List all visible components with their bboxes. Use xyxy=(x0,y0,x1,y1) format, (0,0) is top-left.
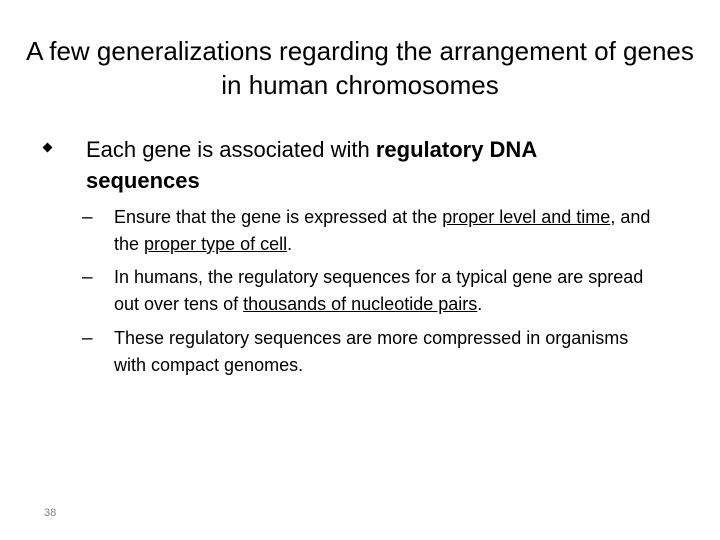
sub-bullet-2-text-part: In humans, the regulatory sequences for a typical gene are spread out over tens of xyxy=(114,267,644,314)
sub-bullet-1-underlined-2: proper type of cell xyxy=(144,234,288,254)
page-number: 38 xyxy=(44,507,57,519)
dash-bullet-icon: – xyxy=(82,267,93,288)
sub-bullet-1-text-part: , and the xyxy=(114,207,651,254)
sub-bullet-1-text-part: . xyxy=(287,234,293,254)
main-bullet-text xyxy=(86,134,646,196)
diamond-bullet-icon xyxy=(43,143,53,153)
sub-bullet-3-text: These regulatory sequences are more compressed in organisms with compact genomes. xyxy=(114,328,629,375)
sub-bullet-2-underlined: thousands of nucleotide pairs xyxy=(243,294,478,314)
dash-bullet-icon: – xyxy=(82,328,93,349)
slide-title: A few generalizations regarding the arrangement of genes in human chromosomes xyxy=(26,36,694,100)
main-bullet-prefix: Each gene is associated with xyxy=(86,137,376,162)
sub-bullet-1-text xyxy=(114,204,662,258)
dash-bullet-icon: – xyxy=(82,207,93,228)
sub-bullet-1-underlined-1: proper level and time xyxy=(442,207,611,227)
sub-bullet-2-text-part: . xyxy=(477,294,483,314)
main-bullet-bold: regulatory DNA sequences xyxy=(86,137,537,193)
sub-bullet-2-text xyxy=(114,264,662,318)
sub-bullet-1-text-part: Ensure that the gene is expressed at the xyxy=(114,207,443,227)
